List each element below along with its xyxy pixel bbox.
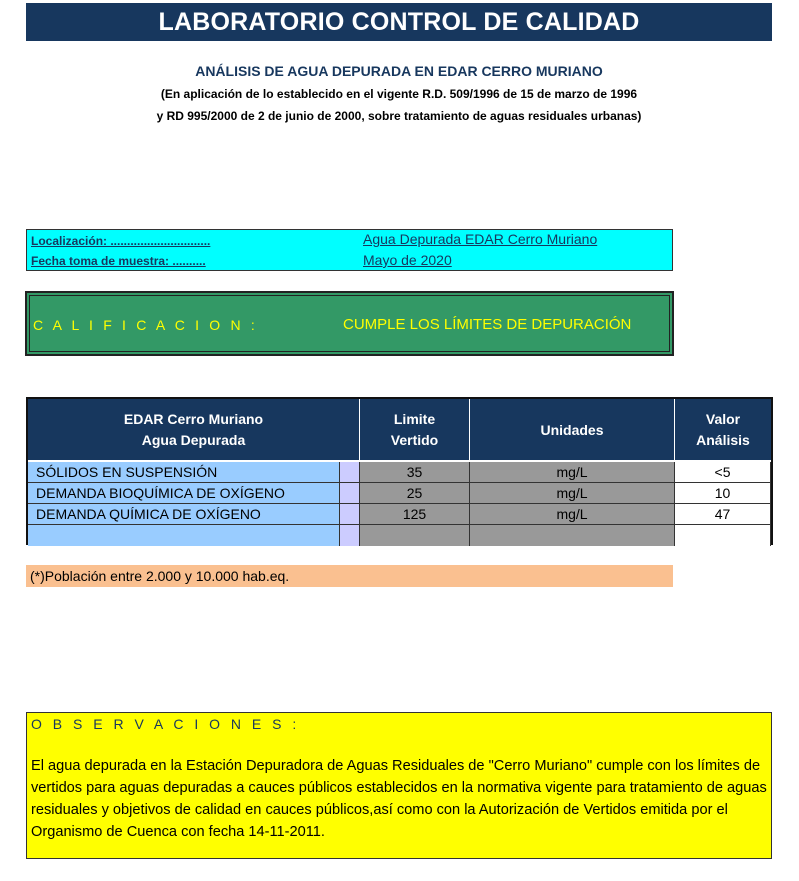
- unidades-cell: mg/L: [470, 483, 675, 504]
- parametro-cell: [28, 525, 340, 546]
- spacer-cell: [340, 525, 360, 546]
- unidades-cell: mg/L: [470, 504, 675, 525]
- poblacion-note: (*)Población entre 2.000 y 10.000 hab.eq.: [26, 565, 673, 587]
- fecha-muestra-value[interactable]: Mayo de 2020: [363, 252, 452, 268]
- observaciones-box: [26, 712, 772, 859]
- valor-cell: 10: [675, 483, 771, 504]
- report-title: LABORATORIO CONTROL DE CALIDAD: [26, 3, 772, 41]
- report-subtitle: ANÁLISIS DE AGUA DEPURADA EN EDAR CERRO MURIANO: [195, 63, 603, 79]
- valor-cell: 47: [675, 504, 771, 525]
- valor-cell: [675, 525, 771, 546]
- header-limite: [360, 399, 470, 460]
- table-row: [28, 504, 771, 525]
- header-valor: [675, 399, 771, 460]
- fecha-muestra-label: Fecha toma de muestra: ..........: [31, 254, 206, 268]
- header-limite-line2: Vertido: [390, 431, 439, 448]
- limite-cell: [360, 525, 470, 546]
- header-valor-line2: Análisis: [696, 431, 750, 448]
- sample-info-box: [26, 229, 673, 271]
- table-row: [28, 462, 771, 483]
- results-table: [26, 397, 773, 545]
- parametro-cell: SÓLIDOS EN SUSPENSIÓN: [28, 462, 340, 483]
- spacer-cell: [340, 483, 360, 504]
- limite-cell: 25: [360, 483, 470, 504]
- header-valor-line1: Valor: [705, 410, 741, 427]
- calificacion-value: CUMPLE LOS LÍMITES DE DEPURACIÓN: [343, 316, 632, 333]
- valor-cell: <5: [675, 462, 771, 483]
- header-parametro: [28, 399, 360, 460]
- spacer-cell: [340, 504, 360, 525]
- spacer-cell: [340, 462, 360, 483]
- observaciones-text: El agua depurada en la Estación Depuradora de Aguas Residuales de "Cerro Muriano" cumple con los límites de vertidos para aguas depuradas a cauces públicos establecidos en la normativa vigente para tratamiento de aguas residuales y objetivos de calidad en cauces públicos,así como con la Autorización de Vertidos emitida por el Organismo de Cuenca con fecha 14-11-2011.: [31, 758, 767, 840]
- observaciones-label: O B S E R V A C I O N E S :: [31, 716, 300, 732]
- header-unidades: [470, 399, 675, 460]
- header-unidades-text: Unidades: [540, 422, 604, 438]
- unidades-cell: [470, 525, 675, 546]
- localizacion-value[interactable]: Agua Depurada EDAR Cerro Muriano: [363, 231, 598, 247]
- legal-note-line-2: y RD 995/2000 de 2 de junio de 2000, sobre tratamiento de aguas residuales urbanas): [156, 109, 642, 123]
- table-row: [28, 483, 771, 504]
- header-parametro-line2: Agua Depurada: [141, 431, 246, 448]
- table-row: [28, 525, 771, 546]
- legal-note-line-1: (En aplicación de lo establecido en el vigente R.D. 509/1996 de 15 de marzo de 1996: [160, 87, 638, 101]
- parametro-cell: DEMANDA QUÍMICA DE OXÍGENO: [28, 504, 340, 525]
- limite-cell: 125: [360, 504, 470, 525]
- localizacion-label: Localización: ..............................: [31, 234, 211, 248]
- limite-cell: 35: [360, 462, 470, 483]
- calificacion-label: C A L I F I C A C I O N :: [33, 317, 258, 333]
- header-parametro-line1: EDAR Cerro Muriano: [123, 410, 264, 427]
- calificacion-box: [25, 291, 674, 356]
- header-limite-line1: Limite: [393, 410, 436, 427]
- parametro-cell: DEMANDA BIOQUÍMICA DE OXÍGENO: [28, 483, 340, 504]
- unidades-cell: mg/L: [470, 462, 675, 483]
